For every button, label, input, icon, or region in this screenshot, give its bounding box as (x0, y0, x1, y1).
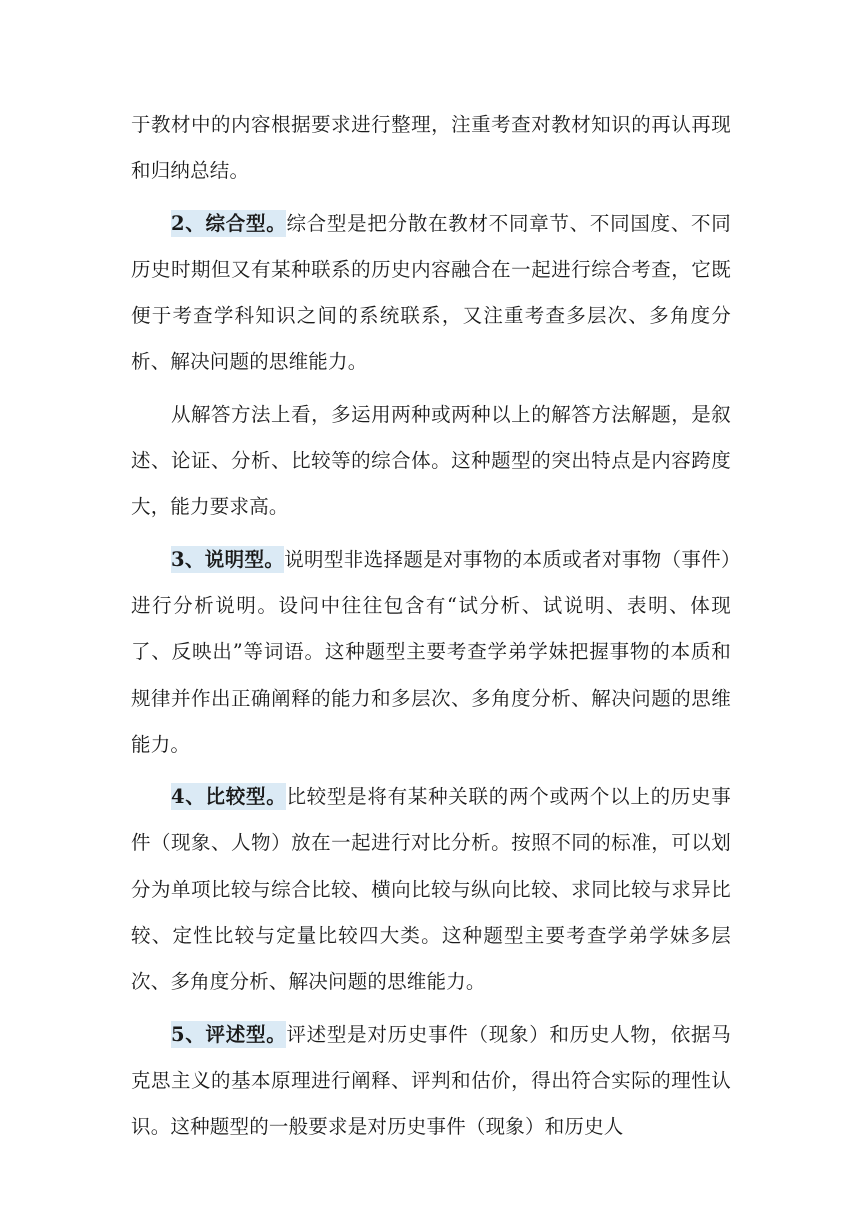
paragraph-text: 评述型是对历史事件（现象）和历史人物，依据马克思主义的基本原理进行阐释、评判和估价，得出符合实际的理性认识。这种题型的一般要求是对历史事件（现象）和历史人 (131, 1022, 731, 1139)
section-heading: 2、综合型。 (171, 211, 287, 235)
paragraph-text: 从解答方法上看，多运用两种或两种以上的解答方法解题，是叙述、论证、分析、比较等的综合体。这种题型的突出特点是内容跨度大，能力要求高。 (131, 402, 731, 519)
paragraph-text: 于教材中的内容根据要求进行整理，注重考查对教材知识的再认再现和归纳总结。 (131, 113, 731, 183)
section-heading: 5、评述型。 (171, 1022, 287, 1046)
paragraph-text: 综合型是把分散在教材不同章节、不同国度、不同历史时期但又有某种联系的历史内容融合在一起进行综合考查，它既便于考查学科知识之间的系统联系，又注重考查多层次、多角度分析、解决问题的思维能力。 (131, 211, 731, 374)
paragraph-commentary-type (131, 1012, 731, 1151)
section-heading: 3、说明型。 (171, 547, 285, 571)
paragraph-comparison-type (131, 774, 731, 1005)
paragraph-text: 说明型非选择题是对事物的本质或者对事物（事件）进行分析说明。设问中往往包含有“试分析、试说明、表明、体现了、反映出”等词语。这种题型主要考查学弟学妹把握事物的本质和规律并作出正确阐释的能力和多层次、多角度分析、解决问题的思维能力。 (131, 547, 731, 756)
document-body (131, 102, 731, 1157)
paragraph-comprehensive-type (131, 201, 731, 386)
paragraph-explanatory-type (131, 537, 731, 768)
paragraph-continuation (131, 102, 731, 195)
section-heading: 4、比较型。 (171, 785, 287, 809)
paragraph-text: 比较型是将有某种关联的两个或两个以上的历史事件（现象、人物）放在一起进行对比分析。按照不同的标准，可以划分为单项比较与综合比较、横向比较与纵向比较、求同比较与求异比较、定性比较与定量比较四大类。这种题型主要考查学弟学妹多层次、多角度分析、解决问题的思维能力。 (131, 785, 731, 994)
paragraph-answer-method (131, 392, 731, 531)
